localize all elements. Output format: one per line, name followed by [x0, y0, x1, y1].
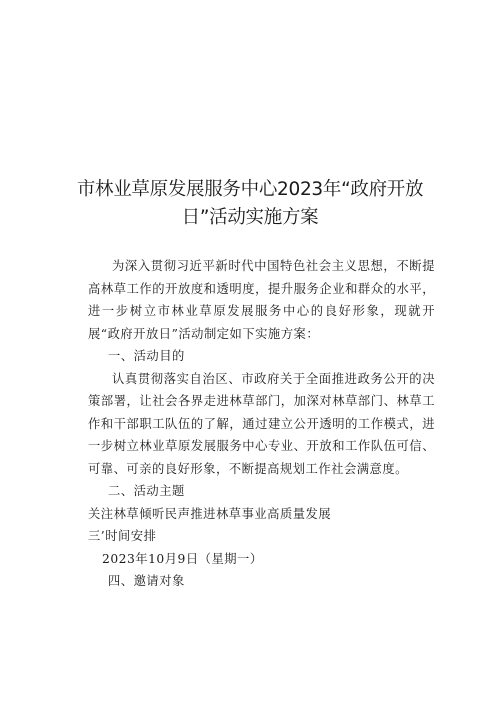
section-1-heading: 一、活动目的	[108, 349, 185, 363]
document-title	[60, 176, 440, 232]
section-1-paragraph: 认真贯彻落实自治区、市政府关于全面推进政务公开的决策部署，让社会各界走进林草部门，加深对林草部门、林草工作和干部职工队伍的了解，通过建立公开透明的工作模式，进一步树立林业草原发展服务中心专业、开放和工作队伍可信、可靠、可亲的良好形象，不断提高规划工作社会满意度。	[88, 371, 435, 476]
section-4-heading: 四、邀请对象	[108, 574, 185, 588]
section-2-heading: 二、活动主题	[108, 484, 185, 498]
title-line-2: 日”活动实施方案	[181, 207, 319, 228]
intro-paragraph: 为深入贯彻习近平新时代中国特色社会主义思想，不断提高林草工作的开放度和透明度，提升服务企业和群众的水平，进一步树立市林业草原发展服务中心的良好形象，现就开展“政府开放日”活动制定如下实施方案：	[88, 259, 435, 341]
section-2-paragraph: 关注林草倾听民声推进林草事业高质量发展	[88, 506, 332, 521]
title-line-1: 市林业草原发展服务中心2023年“政府开放	[76, 179, 424, 200]
section-3-heading: 三’时间安排	[88, 529, 157, 543]
document-body	[88, 255, 435, 593]
section-3-paragraph: 2023年10月9日（星期一）	[102, 551, 263, 566]
